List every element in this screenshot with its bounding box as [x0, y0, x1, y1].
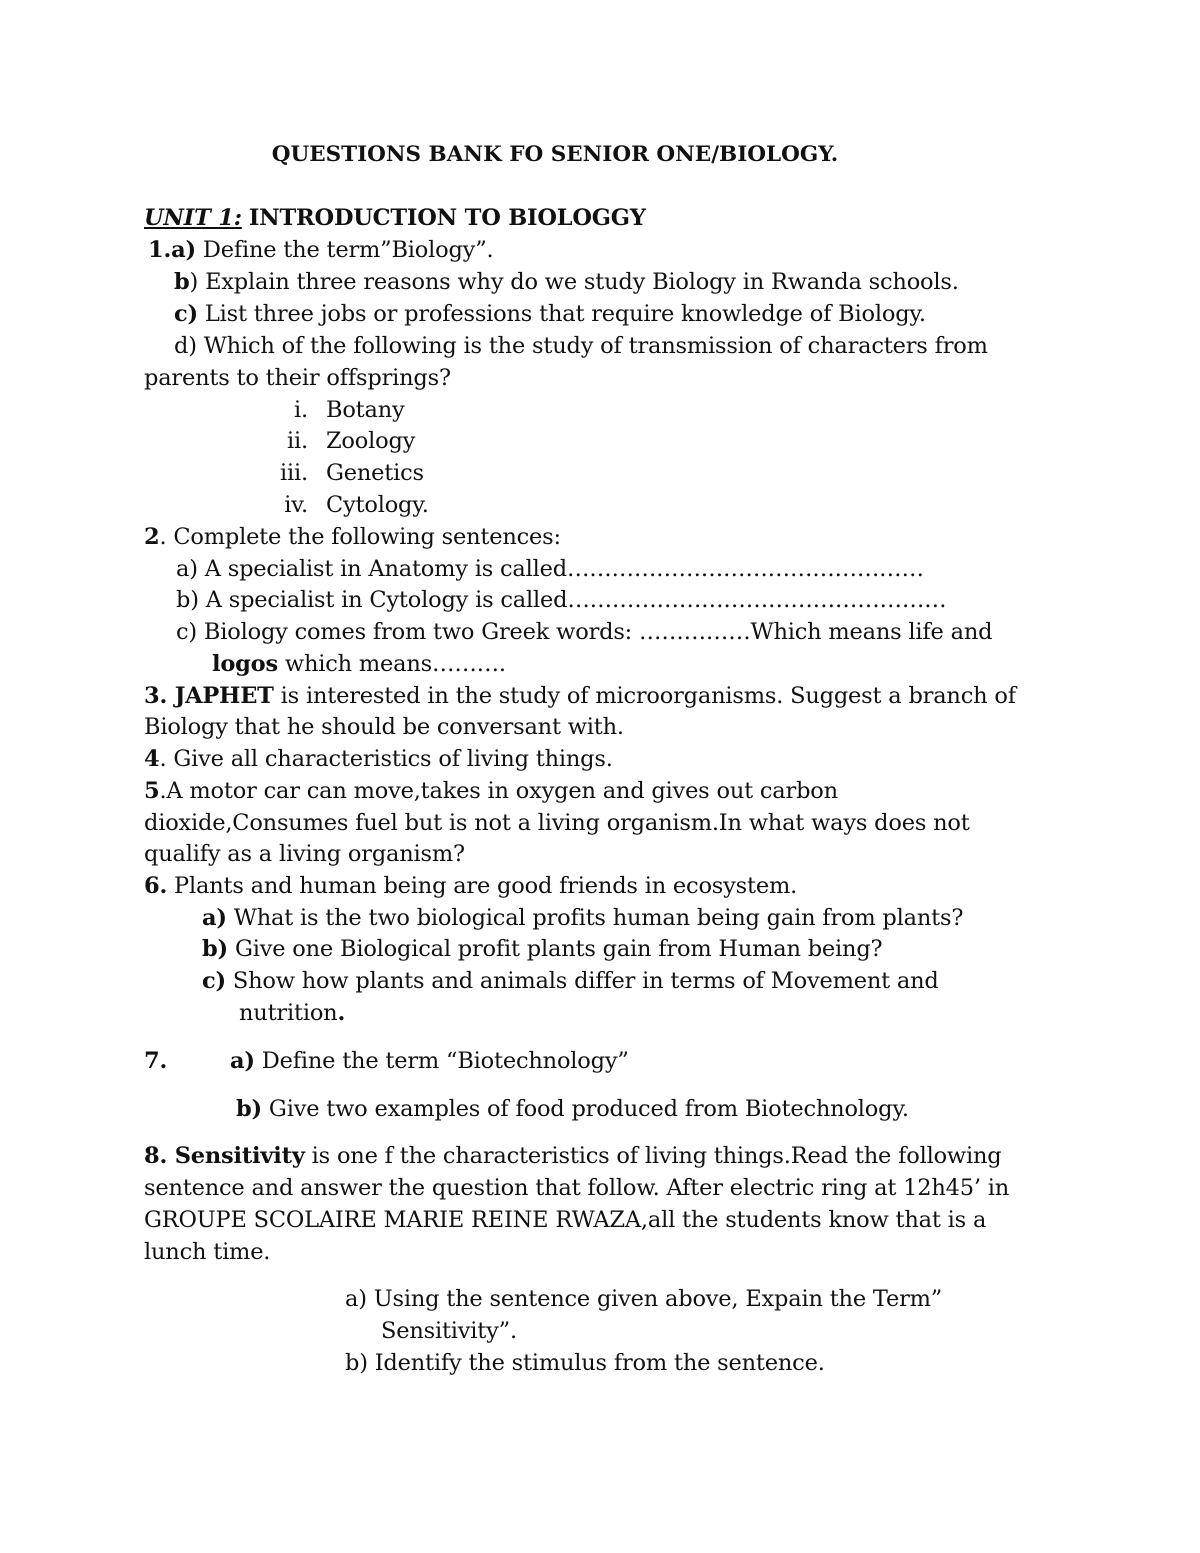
question-1c	[174, 299, 926, 329]
question-2a: a) A specialist in Anatomy is called…………………………………………	[176, 556, 924, 582]
question-7-num: 7.	[144, 1048, 168, 1074]
question-6a-label: a)	[202, 905, 227, 931]
question-6a	[202, 903, 963, 933]
logos-term: logos	[212, 651, 278, 677]
question-6c-text: Show how plants and animals differ in terms of Movement and	[232, 968, 939, 994]
question-5	[144, 776, 838, 806]
question-3-line1: is interested in the study of microorganisms. Suggest a branch of	[273, 683, 1016, 709]
question-1c-text: List three jobs or professions that require knowledge of Biology.	[204, 301, 926, 327]
question-1b-text: ) Explain three reasons why do we study Biology in Rwanda schools.	[189, 269, 959, 295]
question-7b-label: b)	[236, 1096, 262, 1122]
option-iii-text: Genetics	[326, 460, 424, 486]
question-3-label: 3. JAPHET	[144, 683, 274, 709]
question-1b	[174, 267, 959, 297]
option-ii-text: Zoology	[326, 428, 416, 454]
question-6-num: 6.	[144, 873, 168, 899]
question-8-line2: sentence and answer the question that follow. After electric ring at 12h45’ in	[144, 1175, 1010, 1201]
question-1a-label: 1.a)	[148, 237, 196, 263]
question-8a-line2: Sensitivity”.	[381, 1318, 517, 1344]
question-8-label: 8. Sensitivity	[144, 1143, 305, 1169]
question-7a-text: Define the term “Biotechnology”	[254, 1048, 629, 1074]
question-6b-label: b)	[202, 936, 228, 962]
question-6c-line2-text: nutrition	[239, 1000, 338, 1026]
question-2-num: 2	[144, 524, 160, 550]
question-5-num: 5	[144, 778, 160, 804]
question-7b	[236, 1094, 909, 1124]
option-ii	[238, 426, 415, 456]
question-2	[144, 522, 561, 552]
question-3	[144, 681, 1016, 711]
question-1d-line1: d) Which of the following is the study of transmission of characters from	[174, 333, 988, 359]
question-1c-label: c)	[174, 301, 198, 327]
option-ii-num: ii.	[287, 428, 308, 454]
question-5-line3: qualify as a living organism?	[144, 841, 465, 867]
unit-label: UNIT 1:	[144, 205, 242, 231]
question-8-line4: lunch time.	[144, 1239, 271, 1265]
option-i	[238, 395, 405, 425]
question-5-line1: .A motor car can move,takes in oxygen and gives out carbon	[159, 778, 838, 804]
option-iv-text: Cytology.	[326, 492, 429, 518]
question-1a-text: Define the term”Biology”.	[202, 237, 494, 263]
question-4	[144, 744, 613, 774]
question-1b-label: b	[174, 269, 190, 295]
option-i-text: Botany	[326, 397, 405, 423]
question-6c-line2-period: .	[337, 1000, 346, 1026]
option-iii-num: iii.	[280, 460, 308, 486]
question-1a	[148, 235, 493, 265]
question-2c: c) Biology comes from two Greek words: ……………Which means life and	[176, 619, 993, 645]
question-7a	[230, 1046, 629, 1076]
question-1d-line2: parents to their offsprings?	[144, 365, 451, 391]
option-iv-num: iv.	[284, 492, 308, 518]
question-8-line1: is one f the characteristics of living things.Read the following	[304, 1143, 1002, 1169]
question-6a-text: What is the two biological profits human being gain from plants?	[233, 905, 964, 931]
question-6c-line2	[239, 998, 345, 1028]
question-4-num: 4	[144, 746, 160, 772]
question-4-text: . Give all characteristics of living things.	[159, 746, 613, 772]
question-7a-label: a)	[230, 1048, 255, 1074]
question-6b-text: Give one Biological profit plants gain from Human being?	[234, 936, 883, 962]
question-6b	[202, 934, 882, 964]
question-2-text: . Complete the following sentences:	[159, 524, 561, 550]
question-8-line3: GROUPE SCOLAIRE MARIE REINE RWAZA,all the students know that is a	[144, 1207, 987, 1233]
question-2b: b) A specialist in Cytology is called……………………………………………	[176, 587, 947, 613]
option-iv	[238, 490, 429, 520]
question-3-line2: Biology that he should be conversant with.	[144, 714, 624, 740]
question-6c	[202, 966, 939, 996]
option-iii	[238, 458, 424, 488]
question-6-text: Plants and human being are good friends in ecosystem.	[167, 873, 798, 899]
question-8	[144, 1141, 1002, 1171]
unit-title: INTRODUCTION TO BIOLOGGY	[248, 205, 646, 231]
unit-heading	[144, 203, 646, 233]
option-i-num: i.	[294, 397, 308, 423]
document-title: QUESTIONS BANK FO SENIOR ONE/BIOLOGY.	[271, 142, 839, 167]
question-8a: a) Using the sentence given above, Expain the Term”	[345, 1286, 943, 1312]
question-7b-text: Give two examples of food produced from Biotechnology.	[261, 1096, 909, 1122]
question-8b: b) Identify the stimulus from the sentence.	[345, 1350, 825, 1376]
question-6c-label: c)	[202, 968, 226, 994]
question-2c-line2-text: which means……….	[277, 651, 506, 677]
question-6	[144, 871, 797, 901]
question-2c-line2	[212, 649, 506, 679]
question-5-line2: dioxide,Consumes fuel but is not a living organism.In what ways does not	[144, 810, 970, 836]
